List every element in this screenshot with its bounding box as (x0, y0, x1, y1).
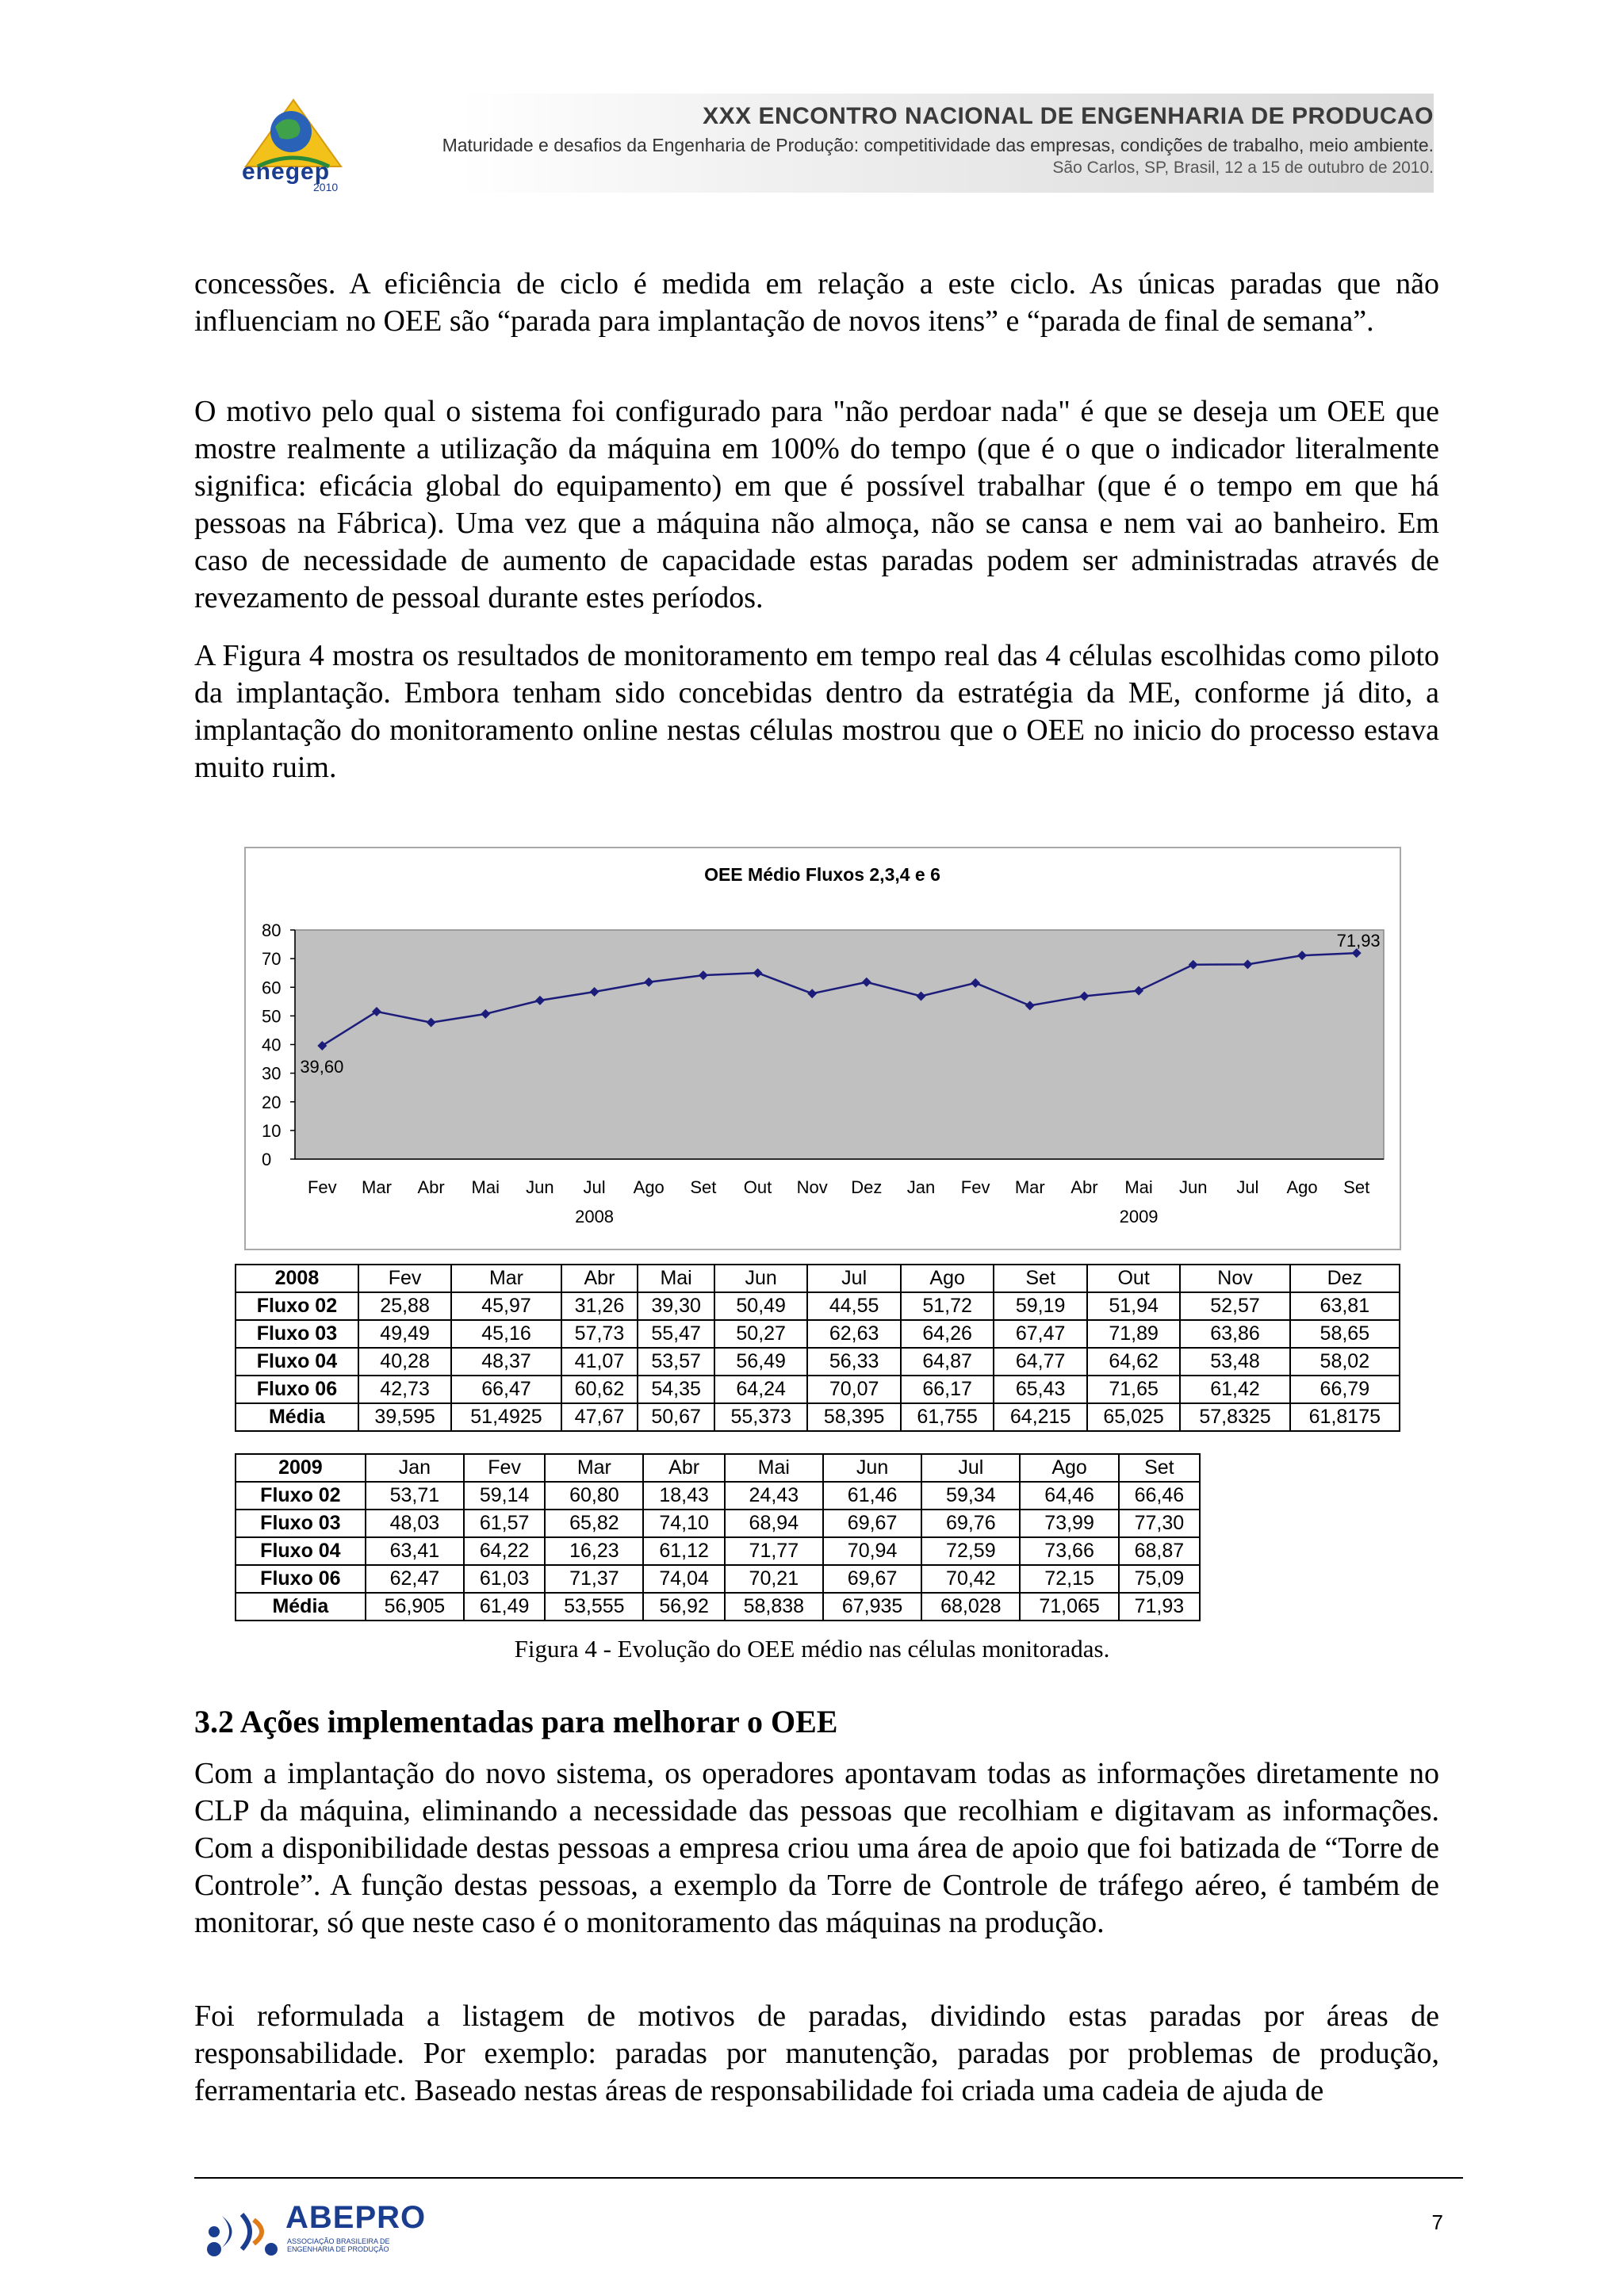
y-tick-label: 50 (262, 1006, 282, 1027)
table-header-cell: Set (994, 1265, 1086, 1292)
table-cell: 75,09 (1119, 1565, 1200, 1593)
x-tick-label: Fev (960, 1177, 990, 1197)
table-cell: 31,26 (561, 1292, 638, 1320)
oee-table-2008 (235, 1264, 1400, 1432)
table-cell: 70,94 (823, 1537, 921, 1565)
paragraph: Foi reformulada a listagem de motivos de paradas, dividindo estas paradas por áreas de responsabilidade. Por exemplo: paradas por manutenção, paradas por problemas de produção, ferramentaria etc. Baseado nestas áreas de responsabilidade foi criada uma cadeia de ajuda de (194, 1999, 1439, 2107)
table-cell: 62,63 (807, 1320, 900, 1348)
table-row-label: Fluxo 03 (236, 1510, 366, 1537)
x-tick-label: Jun (1178, 1177, 1208, 1197)
table-cell: 57,73 (561, 1320, 638, 1348)
table-cell: 73,66 (1020, 1537, 1118, 1565)
table-row-label: Fluxo 04 (236, 1348, 358, 1376)
y-tick-label: 70 (262, 949, 282, 970)
table-cell: 65,82 (545, 1510, 643, 1537)
table-cell: 61,12 (643, 1537, 724, 1565)
table-cell: 24,43 (725, 1482, 823, 1510)
chart-title: OEE Médio Fluxos 2,3,4 e 6 (704, 864, 940, 885)
table-header-cell: Mai (638, 1265, 714, 1292)
table-header-cell: Ago (1020, 1454, 1118, 1482)
table-header-cell: 2008 (236, 1265, 358, 1292)
table-cell: 53,71 (366, 1482, 464, 1510)
table-header-cell: Out (1087, 1265, 1180, 1292)
table-cell: 45,16 (451, 1320, 561, 1348)
table-cell: 66,79 (1290, 1376, 1400, 1403)
table-cell: 74,10 (643, 1510, 724, 1537)
table-cell: 58,395 (807, 1403, 900, 1431)
table-cell: 25,88 (358, 1292, 451, 1320)
conference-place-date: São Carlos, SP, Brasil, 12 a 15 de outubro de 2010. (1052, 159, 1434, 177)
table-header-cell: Fev (464, 1454, 545, 1482)
table-cell: 55,373 (714, 1403, 807, 1431)
x-tick-label: Mar (362, 1177, 392, 1197)
table-cell: 71,93 (1119, 1593, 1200, 1621)
table-cell: 64,87 (901, 1348, 994, 1376)
table-header-cell: Jun (823, 1454, 921, 1482)
table-cell: 69,67 (823, 1565, 921, 1593)
y-tick-label: 0 (262, 1150, 272, 1169)
paragraph: O motivo pelo qual o sistema foi configurado para "não perdoar nada" é que se deseja um OEE que mostre realmente a utilização da máquina em 100% do tempo (que é o que o indicador literalmente significa: eficácia global do equipamento) em que é possível trabalhar (que é o tempo em que há pessoas na Fábrica). Uma vez que a máquina não almoça, não se cansa e nem vai ao banheiro. Em caso de necessidade de aumento de capacidade estas paradas podem ser administradas através de revezamento de pessoal durante estes períodos. (194, 395, 1439, 614)
table-cell: 64,215 (994, 1403, 1086, 1431)
table-cell: 53,555 (545, 1593, 643, 1621)
oee-line-chart (246, 848, 1400, 1249)
table-header-cell: Ago (901, 1265, 994, 1292)
table-cell: 70,21 (725, 1565, 823, 1593)
table-row (236, 1292, 1400, 1320)
table-header-cell: Mai (725, 1454, 823, 1482)
table-cell: 50,27 (714, 1320, 807, 1348)
x-tick-label: Dez (851, 1177, 883, 1197)
x-tick-label: Abr (417, 1177, 445, 1197)
table-cell: 40,28 (358, 1348, 451, 1376)
table-row (236, 1320, 1400, 1348)
data-label: 39,60 (300, 1056, 344, 1077)
abepro-brand-subtitle: ASSOCIAÇÃO BRASILEIRA DE ENGENHARIA DE PRODUÇÃO (287, 2237, 390, 2253)
table-cell: 63,41 (366, 1537, 464, 1565)
table-cell: 42,73 (358, 1376, 451, 1403)
table-cell: 56,905 (366, 1593, 464, 1621)
table-row (236, 1593, 1200, 1621)
table-cell: 44,55 (807, 1292, 900, 1320)
table-row (236, 1376, 1400, 1403)
table-cell: 72,59 (921, 1537, 1020, 1565)
table-cell: 70,07 (807, 1376, 900, 1403)
table-cell: 61,49 (464, 1593, 545, 1621)
table-header-cell: Abr (561, 1265, 638, 1292)
table-cell: 57,8325 (1180, 1403, 1289, 1431)
table-cell: 39,595 (358, 1403, 451, 1431)
table-cell: 66,47 (451, 1376, 561, 1403)
year-label: 2008 (575, 1207, 615, 1226)
table-cell: 50,49 (714, 1292, 807, 1320)
table-row (236, 1482, 1200, 1510)
table-row-label: Fluxo 04 (236, 1537, 366, 1565)
table-header-row (236, 1454, 1200, 1482)
logo-text: enegep (242, 159, 331, 185)
x-tick-label: Out (743, 1177, 772, 1197)
table-cell: 39,30 (638, 1292, 714, 1320)
table-header-cell: Mar (545, 1454, 643, 1482)
x-tick-label: Mai (471, 1177, 500, 1197)
table-cell: 67,47 (994, 1320, 1086, 1348)
x-tick-label: Jul (1236, 1177, 1259, 1197)
x-tick-label: Jan (906, 1177, 936, 1197)
table-cell: 58,838 (725, 1593, 823, 1621)
abepro-logo-icon (198, 2200, 285, 2263)
table-header-cell: Nov (1180, 1265, 1289, 1292)
table-cell: 51,4925 (451, 1403, 561, 1431)
table-row-label: Fluxo 02 (236, 1482, 366, 1510)
table-cell: 69,67 (823, 1510, 921, 1537)
x-tick-label: Set (1343, 1177, 1370, 1197)
table-row-label: Fluxo 06 (236, 1376, 358, 1403)
data-label: 71,93 (1336, 931, 1381, 951)
table-header-cell: Set (1119, 1454, 1200, 1482)
table-cell: 59,19 (994, 1292, 1086, 1320)
table-header-row (236, 1265, 1400, 1292)
y-tick-label: 40 (262, 1035, 282, 1055)
table-cell: 71,065 (1020, 1593, 1118, 1621)
table-header-cell: Dez (1290, 1265, 1400, 1292)
y-tick-label: 20 (262, 1092, 282, 1112)
table-header-cell: Jul (807, 1265, 900, 1292)
table-cell: 61,46 (823, 1482, 921, 1510)
table-cell: 66,17 (901, 1376, 994, 1403)
table-cell: 47,67 (561, 1403, 638, 1431)
table-cell: 45,97 (451, 1292, 561, 1320)
table-row-label: Fluxo 02 (236, 1292, 358, 1320)
table-cell: 72,15 (1020, 1565, 1118, 1593)
section-heading: 3.2 Ações implementadas para melhorar o OEE (194, 1704, 838, 1739)
table-cell: 64,46 (1020, 1482, 1118, 1510)
table-row (236, 1403, 1400, 1431)
table-cell: 53,57 (638, 1348, 714, 1376)
table-header-cell: Abr (643, 1454, 724, 1482)
table-row-label: Média (236, 1403, 358, 1431)
table-header-cell: 2009 (236, 1454, 366, 1482)
table-cell: 68,87 (1119, 1537, 1200, 1565)
table-row-label: Fluxo 06 (236, 1565, 366, 1593)
x-tick-label: Abr (1071, 1177, 1098, 1197)
paragraph: concessões. A eficiência de ciclo é medida em relação a este ciclo. As únicas paradas que não influenciam no OEE são “parada para implantação de novos itens” e “parada de final de semana”. (194, 267, 1439, 338)
table-cell: 50,67 (638, 1403, 714, 1431)
x-tick-label: Jul (583, 1177, 606, 1197)
table-cell: 54,35 (638, 1376, 714, 1403)
table-cell: 71,65 (1087, 1376, 1180, 1403)
y-tick-label: 10 (262, 1120, 282, 1141)
table-cell: 64,22 (464, 1537, 545, 1565)
x-tick-label: Mar (1014, 1177, 1045, 1197)
x-tick-label: Mai (1124, 1177, 1153, 1197)
table-cell: 51,94 (1087, 1292, 1180, 1320)
table-cell: 64,77 (994, 1348, 1086, 1376)
oee-table-2009 (235, 1453, 1201, 1621)
table-cell: 41,07 (561, 1348, 638, 1376)
page-number: 7 (1431, 2210, 1443, 2234)
table-cell: 64,24 (714, 1376, 807, 1403)
table-cell: 68,028 (921, 1593, 1020, 1621)
table-cell: 60,62 (561, 1376, 638, 1403)
table-cell: 53,48 (1180, 1348, 1289, 1376)
table-cell: 48,03 (366, 1510, 464, 1537)
table-header-cell: Jun (714, 1265, 807, 1292)
x-tick-label: Set (690, 1177, 717, 1197)
table-cell: 65,43 (994, 1376, 1086, 1403)
abepro-brand: ABEPRO (285, 2200, 427, 2235)
y-tick-label: 30 (262, 1063, 282, 1084)
table-cell: 64,62 (1087, 1348, 1180, 1376)
table-cell: 51,72 (901, 1292, 994, 1320)
y-tick-label: 60 (262, 978, 282, 998)
x-tick-label: Fev (307, 1177, 337, 1197)
footer-divider (194, 2177, 1463, 2179)
table-row-label: Fluxo 03 (236, 1320, 358, 1348)
table-cell: 59,14 (464, 1482, 545, 1510)
table-row-label: Média (236, 1593, 366, 1621)
table-cell: 56,33 (807, 1348, 900, 1376)
table-row (236, 1565, 1200, 1593)
paragraph: Com a implantação do novo sistema, os operadores apontavam todas as informações diretamente no CLP da máquina, eliminando a necessidade das pessoas que recolhiam e digitavam as informações. Com a disponibilidade destas pessoas a empresa criou uma área de apoio que foi batizada de “Torre de Controle”. A função destas pessoas, a exemplo da Torre de Controle de tráfego aéreo, é também de monitorar, só que neste caso é o monitoramento das máquinas na produção. (194, 1757, 1439, 1939)
table-cell: 56,92 (643, 1593, 724, 1621)
table-cell: 16,23 (545, 1537, 643, 1565)
table-row (236, 1537, 1200, 1565)
table-cell: 68,94 (725, 1510, 823, 1537)
table-header-cell: Jul (921, 1454, 1020, 1482)
logo-year: 2010 (313, 181, 339, 193)
table-header-cell: Fev (358, 1265, 451, 1292)
table-cell: 64,26 (901, 1320, 994, 1348)
table-cell: 71,37 (545, 1565, 643, 1593)
paragraph: A Figura 4 mostra os resultados de monitoramento em tempo real das 4 células escolhidas como piloto da implantação. Embora tenham sido concebidas dentro da estratégia da ME, conforme já dito, a implantação do monitoramento online nestas células mostrou que o OEE no inicio do processo estava muito ruim. (194, 639, 1439, 784)
table-cell: 71,77 (725, 1537, 823, 1565)
table-cell: 67,935 (823, 1593, 921, 1621)
x-tick-label: Nov (796, 1177, 828, 1197)
figure-caption: Figura 4 - Evolução do OEE médio nas células monitoradas. (514, 1635, 1110, 1663)
table-cell: 61,755 (901, 1403, 994, 1431)
table-row (236, 1510, 1200, 1537)
table-cell: 60,80 (545, 1482, 643, 1510)
conference-subtitle: Maturidade e desafios da Engenharia de Produção: competitividade das empresas, condições de trabalho, meio ambiente. (442, 135, 1434, 155)
table-cell: 61,8175 (1290, 1403, 1400, 1431)
table-cell: 56,49 (714, 1348, 807, 1376)
table-header-cell: Jan (366, 1454, 464, 1482)
table-cell: 18,43 (643, 1482, 724, 1510)
table-cell: 74,04 (643, 1565, 724, 1593)
table-cell: 65,025 (1087, 1403, 1180, 1431)
table-cell: 49,49 (358, 1320, 451, 1348)
table-cell: 48,37 (451, 1348, 561, 1376)
table-cell: 62,47 (366, 1565, 464, 1593)
table-cell: 61,42 (1180, 1376, 1289, 1403)
table-cell: 73,99 (1020, 1510, 1118, 1537)
table-cell: 59,34 (921, 1482, 1020, 1510)
table-cell: 61,03 (464, 1565, 545, 1593)
table-cell: 77,30 (1119, 1510, 1200, 1537)
table-cell: 71,89 (1087, 1320, 1180, 1348)
x-tick-label: Jun (526, 1177, 554, 1197)
x-tick-label: Ago (1286, 1177, 1318, 1197)
y-tick-label: 80 (262, 920, 282, 940)
table-cell: 70,42 (921, 1565, 1020, 1593)
table-cell: 55,47 (638, 1320, 714, 1348)
table-cell: 58,02 (1290, 1348, 1400, 1376)
table-row (236, 1348, 1400, 1376)
oee-chart (244, 847, 1401, 1250)
table-cell: 63,81 (1290, 1292, 1400, 1320)
conference-title: XXX ENCONTRO NACIONAL DE ENGENHARIA DE PRODUCAO (703, 103, 1434, 129)
table-cell: 58,65 (1290, 1320, 1400, 1348)
table-cell: 52,57 (1180, 1292, 1289, 1320)
table-cell: 66,46 (1119, 1482, 1200, 1510)
x-tick-label: Ago (633, 1177, 665, 1197)
table-cell: 61,57 (464, 1510, 545, 1537)
year-label: 2009 (1119, 1207, 1159, 1226)
table-header-cell: Mar (451, 1265, 561, 1292)
table-cell: 69,76 (921, 1510, 1020, 1537)
table-cell: 63,86 (1180, 1320, 1289, 1348)
